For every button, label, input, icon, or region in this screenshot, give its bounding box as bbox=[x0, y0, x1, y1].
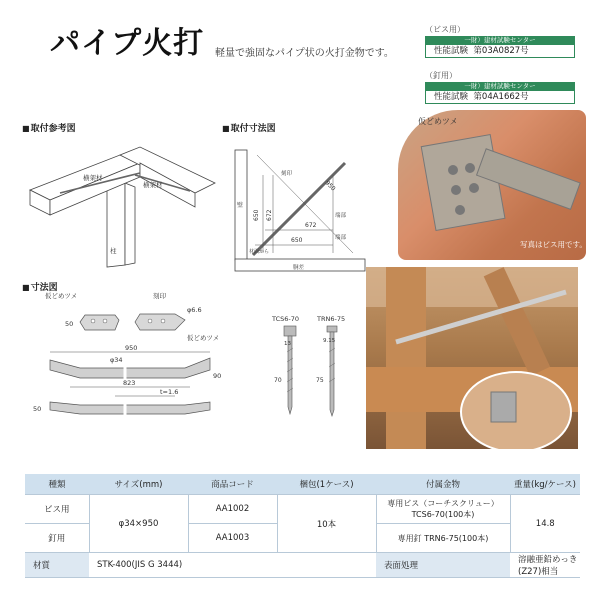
screw-name-2: TRN6-75 bbox=[317, 315, 346, 323]
label-stamp: 刻印 bbox=[281, 171, 293, 177]
header-accessory: 付属金物 bbox=[376, 474, 510, 495]
label-950: 950 bbox=[323, 179, 337, 193]
label-672v: 672 bbox=[266, 209, 273, 221]
cell-weight: 14.8 bbox=[510, 495, 580, 553]
screw-head-1: 13 bbox=[284, 341, 291, 347]
page-subtitle: 軽量で強固なパイプ状の火打金物です。 bbox=[215, 48, 394, 59]
screw-length-2: 75 bbox=[316, 377, 324, 384]
section-install-dim: ■ 取付寸法図 bbox=[222, 121, 276, 134]
header-weight: 重量(kg/ケース) bbox=[510, 474, 580, 495]
label-650v: 650 bbox=[253, 209, 260, 221]
label-phi34: φ34 bbox=[110, 356, 123, 364]
photo-closeup bbox=[398, 110, 586, 260]
finish-value: 溶融亜鉛めっき(Z27)相当 bbox=[510, 553, 580, 578]
cert-center: 一財）建材試験センター bbox=[425, 36, 575, 45]
header-size: サイズ(mm) bbox=[89, 474, 188, 495]
cert-number: 性能試験 第04A1662号 bbox=[425, 91, 575, 104]
photo-caption: 写真はビス用です。 bbox=[520, 240, 587, 249]
label-column: 柱 bbox=[110, 247, 117, 255]
cell-type: 釘用 bbox=[25, 524, 89, 553]
cell-type: ビス用 bbox=[25, 495, 89, 524]
section-dimensions: ■ 寸法図 bbox=[22, 280, 58, 293]
label-len823: 823 bbox=[123, 379, 136, 387]
label-w90: 90 bbox=[213, 372, 222, 380]
label-len950: 950 bbox=[125, 344, 138, 352]
dimensions-drawing bbox=[25, 290, 265, 425]
label-650h: 650 bbox=[291, 237, 303, 244]
table-row bbox=[25, 495, 580, 524]
spec-table bbox=[25, 474, 580, 578]
cert-center: 一財）建材試験センター bbox=[425, 82, 575, 91]
screw-name-1: TCS6-70 bbox=[272, 315, 300, 323]
label-edge-b: 端部 bbox=[335, 235, 347, 241]
cell-size: φ34×950 bbox=[89, 495, 188, 553]
label-beam-a: 横架材 bbox=[83, 174, 103, 182]
screw-head-2: 9.15 bbox=[323, 338, 336, 344]
page-title: パイプ火打 bbox=[50, 26, 205, 61]
cert-nail bbox=[425, 70, 575, 104]
screw-length-1: 70 bbox=[274, 377, 282, 384]
label-beam-b: 横架材 bbox=[143, 181, 163, 189]
label-t16: t=1.6 bbox=[160, 388, 179, 396]
cell-code: AA1003 bbox=[188, 524, 277, 553]
label-from-edge: 材面から bbox=[249, 249, 270, 255]
table-header-row bbox=[25, 474, 580, 495]
cell-pack: 10本 bbox=[277, 495, 376, 553]
cell-code: AA1002 bbox=[188, 495, 277, 524]
cert-type: （釘用） bbox=[425, 71, 457, 80]
label-edge-a: 端部 bbox=[335, 213, 347, 219]
label-temp-claw2: 仮どめツメ bbox=[187, 334, 220, 342]
label-hole: φ6.6 bbox=[187, 306, 202, 314]
label-w50b: 50 bbox=[33, 405, 42, 413]
material-label: 材質 bbox=[25, 553, 89, 578]
material-value: STK-400(JIS G 3444) bbox=[89, 553, 376, 578]
table-material-row bbox=[25, 553, 580, 578]
finish-label: 表面処理 bbox=[376, 553, 510, 578]
label-photo-claw: 仮どめツメ bbox=[418, 117, 458, 126]
cert-type: （ビス用） bbox=[425, 25, 465, 34]
header-pack: 梱包(1ケース) bbox=[277, 474, 376, 495]
install-dim-drawing bbox=[225, 135, 375, 275]
install-ref-drawing bbox=[25, 135, 220, 270]
header-code: 商品コード bbox=[188, 474, 277, 495]
label-w50: 50 bbox=[65, 320, 74, 328]
label-temp-claw: 仮どめツメ bbox=[45, 292, 78, 300]
cell-accessory: 専用ビス（コーチスクリュー）TCS6-70(100本) bbox=[376, 495, 510, 524]
section-install-ref: ■ 取付参考図 bbox=[22, 121, 76, 134]
label-floor: 胴差 bbox=[293, 265, 305, 271]
cert-number: 性能試験 第03A0827号 bbox=[425, 45, 575, 58]
cert-screw bbox=[425, 24, 575, 58]
label-wall: 壁 bbox=[237, 202, 244, 209]
screws-drawing bbox=[270, 312, 360, 427]
header-type: 種類 bbox=[25, 474, 89, 495]
label-672h: 672 bbox=[305, 222, 317, 229]
photo-installed bbox=[366, 267, 578, 449]
cell-accessory: 専用釘 TRN6-75(100本) bbox=[376, 524, 510, 553]
label-dim-stamp: 刻印 bbox=[153, 292, 166, 300]
